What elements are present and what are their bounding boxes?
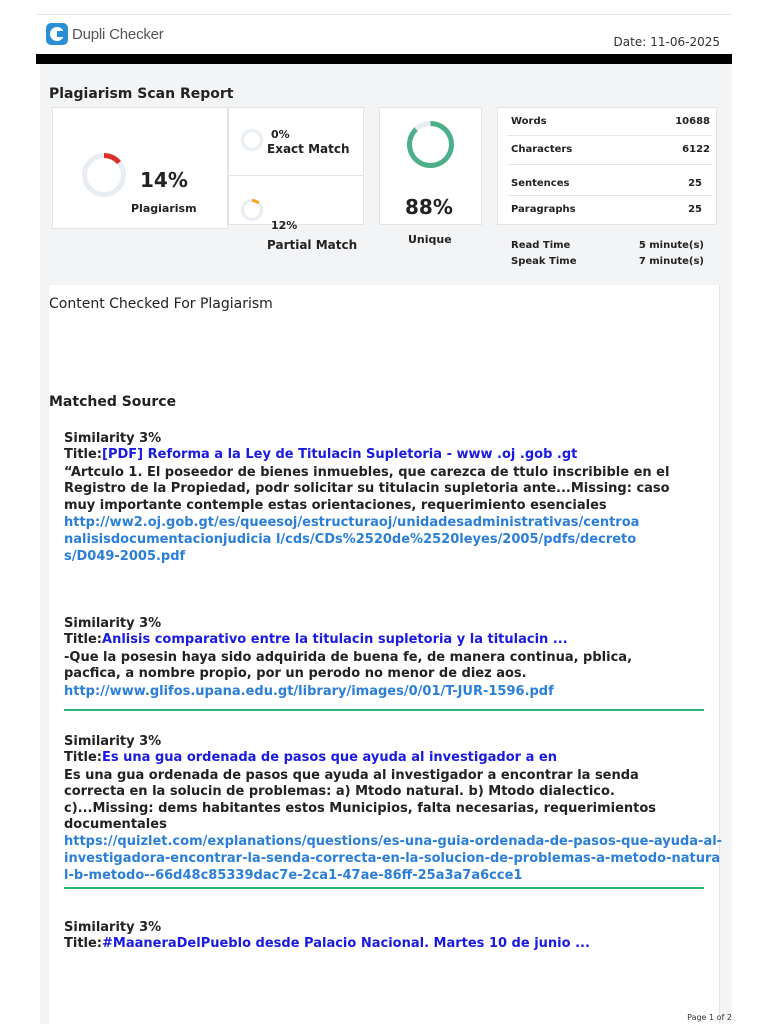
stat-speak-time — [511, 256, 704, 267]
stat-value: 7 minute(s) — [638, 256, 704, 267]
source-url-link[interactable]: https://quizlet.com/explanations/questions/es-una-guia-ordenada-de-pasos-que-ayuda-al-investigadora-encontrar-la-senda-correcta-en-la-solucion-de-problemas-a-metodo-natural-b-metodo--66d48c85339dac7e-2ca1-47ae-86ff-25a3a7a6cce1 — [64, 834, 723, 884]
logo-text: Dupli Checker — [72, 25, 164, 43]
stat-sentences — [511, 178, 702, 189]
source-title — [64, 936, 724, 952]
source-separator — [64, 709, 704, 711]
source-excerpt: Es una gua ordenada de pasos que ayuda al investigador a encontrar la senda correcta en la solucin de problemas: a) Mtodo natural. b) Mtodo dialectico. c)...Missing: dems habitantes estos Municipios, falta necesarias, requerimientos documentales — [64, 768, 657, 832]
similarity-value: Similarity 3% — [64, 431, 162, 446]
matched-source-item — [64, 616, 724, 700]
source-title-link[interactable]: [PDF] Reforma a la Ley de Titulacin Supletoria - www .oj .gob .gt — [102, 447, 578, 462]
date-value: 11-06-2025 — [650, 35, 720, 49]
stat-value: 5 minute(s) — [638, 240, 704, 251]
stat-label: Words — [511, 116, 547, 127]
source-excerpt: -Que la posesin haya sido adquirida de buena fe, de manera continua, pblica, pacfica, a nombre propio, por un perodo no menor de diez aos. — [64, 650, 633, 682]
match-card-divider — [228, 175, 364, 176]
exact-match-label: Exact Match — [267, 142, 350, 156]
similarity-value: Similarity 3% — [64, 616, 162, 631]
source-title-link[interactable]: Anlisis comparativo entre la titulacin supletoria y la titulacin ... — [102, 632, 568, 647]
page-number: Page 1 of 2 — [687, 1013, 732, 1022]
duplichecker-logo — [46, 23, 164, 45]
title-prefix: Title: — [64, 750, 103, 765]
exact-match-percent: 0% — [271, 128, 290, 141]
stat-divider — [507, 164, 712, 165]
similarity-value: Similarity 3% — [64, 734, 162, 749]
stat-value: 25 — [688, 204, 702, 215]
title-prefix: Title: — [64, 447, 103, 462]
matched-source-item — [64, 431, 724, 565]
matched-source-item — [64, 920, 724, 952]
logo-icon — [46, 23, 68, 45]
stat-paragraphs — [511, 204, 702, 215]
source-title — [64, 632, 724, 648]
stat-characters — [511, 144, 710, 155]
plagiarism-percent: 14% — [140, 168, 188, 192]
partial-match-donut-chart — [241, 199, 263, 221]
report-header — [36, 14, 732, 56]
matched-source-heading: Matched Source — [49, 394, 177, 410]
partial-match-percent: 12% — [271, 219, 298, 232]
source-title — [64, 750, 724, 766]
source-title-link[interactable]: #MaaneraDelPueblo desde Palacio Nacional. Martes 10 de junio ... — [102, 936, 590, 951]
plagiarism-donut-chart — [82, 153, 126, 197]
source-separator — [64, 887, 704, 889]
unique-donut-chart — [407, 121, 454, 168]
source-excerpt: “Artculo 1. El poseedor de bienes inmuebles, que carezca de ttulo inscribible en el Registro de la Propiedad, podr solicitar su titulacin supletoria ante...Missing: caso muy importante contemple estas orientaciones, requerimiento esenciales — [64, 465, 670, 513]
source-title-link[interactable]: Es una gua ordenada de pasos que ayuda al investigador a en — [102, 750, 557, 765]
unique-label: Unique — [408, 233, 452, 246]
date-label: Date: — [613, 35, 647, 49]
stat-label: Speak Time — [511, 256, 577, 267]
content-checked-heading: Content Checked For Plagiarism — [49, 296, 273, 312]
partial-match-label: Partial Match — [267, 238, 358, 252]
stat-read-time — [511, 240, 704, 251]
stat-divider — [507, 195, 712, 196]
stat-value: 6122 — [682, 144, 710, 155]
stat-value: 10688 — [675, 116, 710, 127]
stat-words — [511, 116, 710, 127]
source-url-link[interactable]: http://www.glifos.upana.edu.gt/library/images/0/01/T-JUR-1596.pdf — [64, 683, 554, 699]
stat-label: Read Time — [511, 240, 571, 251]
report-title: Plagiarism Scan Report — [49, 86, 234, 102]
stat-label: Sentences — [511, 178, 570, 189]
source-title — [64, 447, 724, 463]
title-prefix: Title: — [64, 936, 103, 951]
unique-percent: 88% — [405, 195, 453, 219]
stat-label: Characters — [511, 144, 573, 155]
stat-label: Paragraphs — [511, 204, 576, 215]
matched-source-item — [64, 734, 724, 884]
plagiarism-label: Plagiarism — [131, 202, 197, 215]
source-url-link[interactable]: http://ww2.oj.gob.gt/es/queesoj/estructuraoj/unidadesadministrativas/centroanalisisdocumentacionjudicia l/cds/CDs%2520de%2520leyes/2005/pdfs/decretos/D049-2005.pdf — [64, 514, 640, 564]
header-divider-bar — [36, 54, 732, 64]
stat-value: 25 — [688, 178, 702, 189]
stat-divider — [507, 135, 712, 136]
similarity-value: Similarity 3% — [64, 920, 162, 935]
report-date — [614, 35, 720, 49]
exact-match-donut-chart — [241, 129, 263, 151]
title-prefix: Title: — [64, 632, 103, 647]
